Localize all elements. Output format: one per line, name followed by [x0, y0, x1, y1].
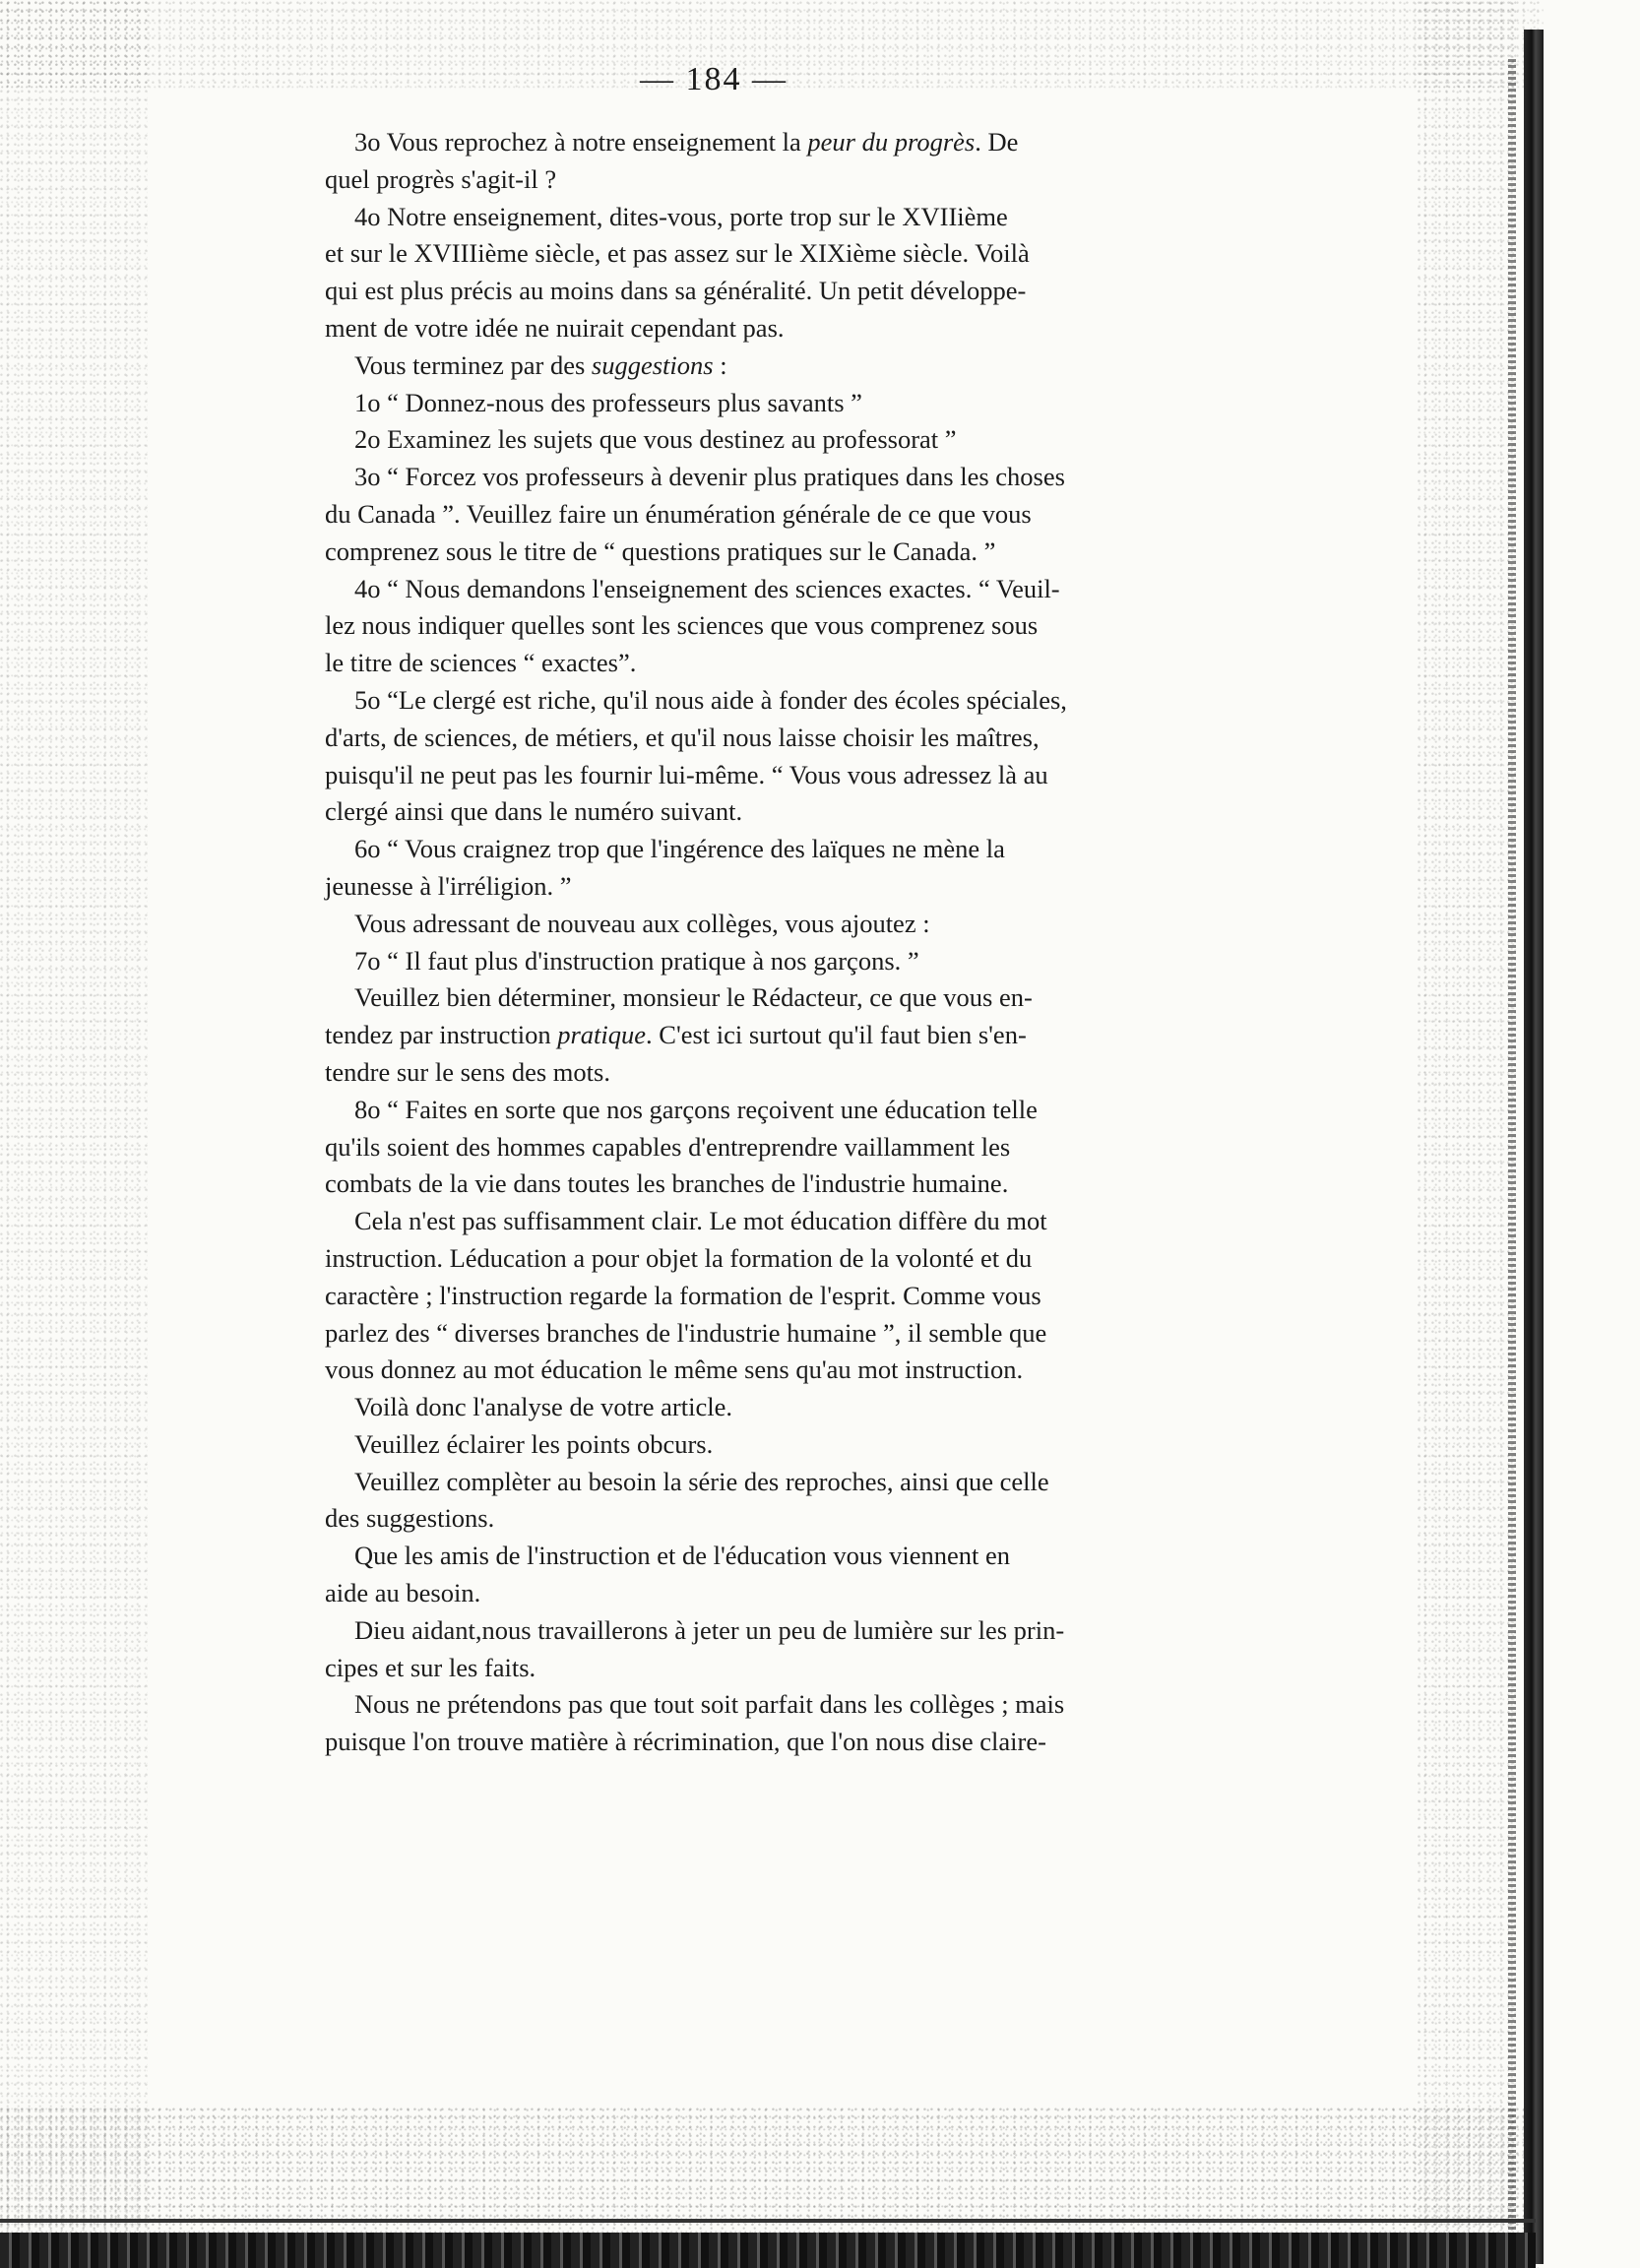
text-line [325, 757, 1358, 794]
body-text [325, 124, 1358, 1761]
text-span: et sur le XVIIIième siècle, et pas assez sur le XIXième siècle. Voilà [325, 238, 1030, 269]
text-line [325, 607, 1358, 645]
text-span: 6o “ Vous craignez trop que l'ingérence des laïques ne mène la [354, 834, 1005, 864]
text-line [325, 1203, 1358, 1240]
text-span: 4o Notre enseignement, dites-vous, porte trop sur le XVIIième [354, 201, 1008, 231]
text-line [325, 1389, 1358, 1426]
text-span: tendez par instruction [325, 1020, 558, 1050]
text-line [325, 1352, 1358, 1389]
text-line [325, 868, 1358, 906]
bottom-rule [0, 2219, 1536, 2223]
text-line [325, 1054, 1358, 1092]
text-span: qui est plus précis au moins dans sa généralité. Un petit développe- [325, 276, 1027, 306]
text-span: puisqu'il ne peut pas les fournir lui-même. “ Vous vous adressez là au [325, 759, 1048, 789]
text-span: Cela n'est pas suffisamment clair. Le mot éducation diffère du mot [354, 1206, 1047, 1236]
text-line [325, 385, 1358, 422]
scan-noise-left [0, 0, 148, 2268]
text-line [325, 1575, 1358, 1612]
text-span: clergé ainsi que dans le numéro suivant. [325, 796, 743, 827]
text-line [325, 273, 1358, 310]
text-span: . De [975, 127, 1019, 157]
text-span: comprenez sous le titre de “ questions pratiques sur le Canada. ” [325, 536, 996, 566]
text-span: d'arts, de sciences, de métiers, et qu'il nous laisse choisir les maîtres, [325, 722, 1040, 752]
text-line [325, 310, 1358, 347]
italic-text: peur du progrès [807, 127, 976, 157]
text-line [325, 1240, 1358, 1278]
text-line [325, 1092, 1358, 1129]
text-span: . C'est ici surtout qu'il faut bien s'en- [646, 1020, 1027, 1050]
text-line [325, 645, 1358, 682]
italic-text: pratique [557, 1020, 647, 1050]
text-line [325, 1538, 1358, 1575]
text-line [325, 235, 1358, 273]
text-line [325, 1129, 1358, 1166]
text-span: 8o “ Faites en sorte que nos garçons reçoivent une éducation telle [354, 1094, 1038, 1124]
text-line [325, 1612, 1358, 1650]
text-line [325, 124, 1358, 161]
text-line [325, 1426, 1358, 1464]
text-span: tendre sur le sens des mots. [325, 1056, 610, 1087]
text-line [325, 496, 1358, 534]
binding-edge [1524, 30, 1544, 2264]
text-span: aide au besoin. [325, 1578, 481, 1608]
text-span: Veuillez complèter au besoin la série des reproches, ainsi que celle [354, 1466, 1049, 1496]
bottom-scan-edge [0, 2233, 1536, 2268]
text-span: 7o “ Il faut plus d'instruction pratique à nos garçons. ” [354, 945, 919, 976]
scan-noise-right [1418, 0, 1516, 2268]
text-span: ment de votre idée ne nuirait cependant pas. [325, 312, 785, 343]
text-line [325, 1315, 1358, 1353]
text-span: Que les amis de l'instruction et de l'éducation vous viennent en [354, 1541, 1010, 1571]
text-line [325, 1166, 1358, 1203]
text-span: vous donnez au mot éducation le même sens qu'au mot instruction. [325, 1354, 1024, 1385]
text-span: Nous ne prétendons pas que tout soit parfait dans les collèges ; mais [354, 1689, 1065, 1720]
text-line [325, 906, 1358, 943]
text-line [325, 161, 1358, 199]
binding-shadow [1508, 59, 1516, 2264]
text-line [325, 1686, 1358, 1724]
text-line [325, 979, 1358, 1017]
italic-text: suggestions [591, 349, 714, 380]
text-line [325, 421, 1358, 459]
text-span: 4o “ Nous demandons l'enseignement des sciences exactes. “ Veuil- [354, 573, 1060, 603]
text-line [325, 831, 1358, 868]
text-span: Vous adressant de nouveau aux collèges, vous ajoutez : [354, 908, 930, 938]
text-span: 2o Examinez les sujets que vous destinez au professorat ” [354, 424, 957, 455]
text-span: parlez des “ diverses branches de l'industrie humaine ”, il semble que [325, 1317, 1047, 1348]
text-span: 1o “ Donnez-nous des professeurs plus savants ” [354, 387, 862, 417]
text-span: des suggestions. [325, 1503, 495, 1534]
text-line [325, 199, 1358, 236]
text-line [325, 720, 1358, 757]
text-span: cipes et sur les faits. [325, 1652, 536, 1682]
text-span: Vous terminez par des [354, 349, 592, 380]
text-span: 3o “ Forcez vos professeurs à devenir plus pratiques dans les choses [354, 462, 1065, 492]
text-line [325, 347, 1358, 385]
text-line [325, 1464, 1358, 1501]
page-number: — 184 — [640, 61, 788, 97]
text-span: Dieu aidant,nous travaillerons à jeter un peu de lumière sur les prin- [354, 1614, 1065, 1645]
text-span: jeunesse à l'irréligion. ” [325, 870, 572, 901]
text-line [325, 1724, 1358, 1761]
text-span: : [713, 349, 727, 380]
text-line [325, 1500, 1358, 1538]
text-span: puisque l'on trouve matière à récrimination, que l'on nous dise claire- [325, 1727, 1046, 1757]
text-span: du Canada ”. Veuillez faire un énumération générale de ce que vous [325, 498, 1032, 529]
text-span: 5o “Le clergé est riche, qu'il nous aide à fonder des écoles spéciales, [354, 684, 1067, 715]
text-line [325, 682, 1358, 720]
text-line [325, 459, 1358, 496]
text-line [325, 1017, 1358, 1054]
text-span: combats de la vie dans toutes les branches de l'industrie humaine. [325, 1168, 1009, 1199]
text-line [325, 1650, 1358, 1687]
text-span: Veuillez éclairer les points obcurs. [354, 1428, 714, 1459]
text-line [325, 1278, 1358, 1315]
text-line [325, 534, 1358, 571]
text-span: qu'ils soient des hommes capables d'entreprendre vaillamment les [325, 1131, 1011, 1162]
text-span: instruction. Léducation a pour objet la formation de la volonté et du [325, 1242, 1033, 1273]
text-span: Veuillez bien déterminer, monsieur le Rédacteur, ce que vous en- [354, 982, 1033, 1013]
text-line [325, 571, 1358, 608]
text-line [325, 943, 1358, 980]
text-span: le titre de sciences “ exactes”. [325, 648, 637, 678]
text-span: caractère ; l'instruction regarde la formation de l'esprit. Comme vous [325, 1280, 1041, 1310]
text-span: Voilà donc l'analyse de votre article. [354, 1392, 732, 1422]
page-margin-right [1544, 0, 1640, 2268]
text-span: quel progrès s'agit-il ? [325, 163, 557, 194]
text-span: 3o Vous reprochez à notre enseignement la [354, 127, 808, 157]
text-line [325, 793, 1358, 831]
text-span: lez nous indiquer quelles sont les sciences que vous comprenez sous [325, 610, 1039, 641]
